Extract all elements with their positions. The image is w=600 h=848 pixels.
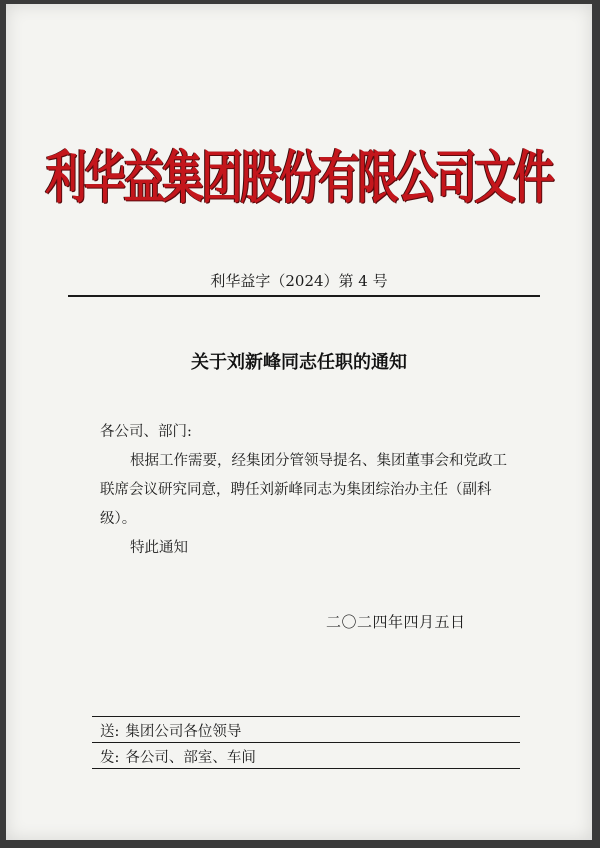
document-header-title: 利华益集团股份有限公司文件: [45, 144, 553, 211]
salutation: 各公司、部门:: [100, 424, 192, 440]
distribution-from-row: [100, 746, 256, 767]
document-number: 利华益字（2024）第 4 号: [210, 272, 388, 290]
header-divider: [68, 295, 540, 297]
issue-date: 二〇二四年四月五日: [326, 613, 466, 631]
body-paragraph: 根据工作需要，经集团分管领导提名、集团董事会和党政工联席会议研究同意，聘任刘新峰同志为集团综治办主任（副科级）。: [100, 453, 507, 527]
notice-title: 关于刘新峰同志任职的通知: [191, 352, 407, 373]
distribution-from-label: 发:: [100, 750, 120, 766]
distribution-to-label: 送:: [100, 724, 120, 740]
document-page: [6, 4, 592, 840]
closing-text: 特此通知: [130, 540, 188, 556]
distribution-divider-top: [92, 716, 520, 717]
distribution-divider-bottom: [92, 768, 520, 769]
distribution-to-value: 集团公司各位领导: [125, 724, 242, 740]
distribution-from-value: 各公司、部室、车间: [125, 750, 256, 766]
distribution-divider-middle: [92, 742, 520, 743]
distribution-to-row: [100, 720, 241, 741]
notice-body: [100, 418, 520, 563]
